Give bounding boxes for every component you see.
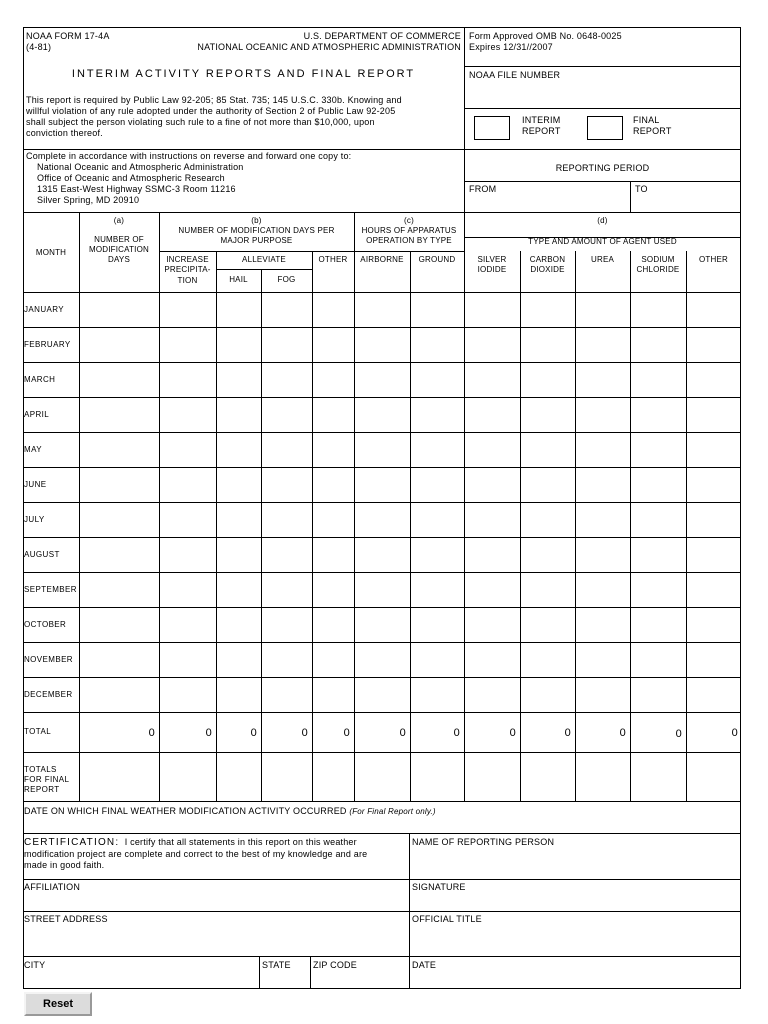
month-label: NOVEMBER [24, 655, 73, 664]
mailing-address-line: 1315 East-West Highway SSMC-3 Room 11216 [37, 184, 236, 194]
page-title: INTERIM ACTIVITY REPORTS AND FINAL REPORT [71, 68, 416, 80]
column-b-header: MAJOR PURPOSE [220, 236, 293, 245]
certification-title: CERTIFICATION: [24, 837, 120, 848]
omb-number: Form Approved OMB No. 0648-0025 [469, 31, 622, 41]
rule [520, 251, 521, 801]
form-number: NOAA FORM 17-4A [26, 31, 110, 41]
law-text-line: This report is required by Public Law 92-205; 85 Stat. 735; 145 U.S.C. 330b. Knowing and [26, 95, 402, 105]
header-divider [464, 27, 465, 212]
total-cell[interactable]: 0 [301, 727, 308, 739]
rule [23, 467, 741, 468]
column-c-header: HOURS OF APPARATUS [361, 226, 457, 235]
total-cell[interactable]: 0 [731, 727, 738, 739]
silver-iodide-header: SILVER [477, 255, 507, 264]
certification-text: I certify that all statements in this report on this weather [124, 837, 357, 847]
rule [464, 108, 741, 109]
fog-header: FOG [277, 275, 296, 284]
interim-label: REPORT [522, 126, 561, 136]
carbon-dioxide-header: DIOXIDE [530, 265, 565, 274]
from-input[interactable] [466, 193, 628, 210]
rule [23, 327, 741, 328]
month-label: OCTOBER [24, 620, 67, 629]
rule [630, 251, 631, 801]
final-report-note: (For Final Report only.) [349, 807, 436, 816]
alleviate-header: ALLEVIATE [242, 255, 286, 264]
totals-final-label: REPORT [24, 785, 60, 794]
other-agent-header: OTHER [699, 255, 728, 264]
final-label: FINAL [633, 115, 660, 125]
increase-precipitation-header: TION [177, 276, 198, 285]
total-cell[interactable]: 0 [250, 727, 257, 739]
rule [410, 251, 411, 801]
rule [23, 752, 741, 753]
month-label: MARCH [24, 375, 56, 384]
rule [23, 642, 741, 643]
rule [23, 712, 741, 713]
final-report-checkbox[interactable] [587, 116, 623, 140]
signature-label: SIGNATURE [412, 882, 466, 892]
total-cell[interactable]: 0 [205, 727, 212, 739]
date-input[interactable] [412, 971, 738, 987]
mailing-instructions: Complete in accordance with instructions on reverse and forward one copy to: [26, 151, 352, 161]
rule [79, 212, 80, 801]
month-label: DECEMBER [24, 690, 73, 699]
file-number-input[interactable] [466, 83, 738, 105]
law-text-line: willful violation of any rule adopted under the authority of Section 2 of Public Law 92-205 [26, 106, 396, 116]
street-address-label: STREET ADDRESS [24, 914, 108, 924]
department: U.S. DEPARTMENT OF COMMERCE [303, 31, 461, 41]
sodium-chloride-header: SODIUM [641, 255, 675, 264]
rule [310, 956, 311, 989]
certification-text: made in good faith. [24, 860, 105, 870]
rule [261, 269, 262, 801]
state-input[interactable] [261, 971, 308, 987]
rule [23, 956, 741, 957]
affiliation-input[interactable] [25, 893, 407, 910]
rule [354, 212, 355, 801]
mailing-address-line: National Oceanic and Atmospheric Administration [37, 162, 244, 172]
rule [23, 911, 741, 912]
rule [23, 537, 741, 538]
total-row-label: TOTAL [24, 727, 52, 736]
increase-precipitation-header: INCREASE [166, 255, 209, 264]
sodium-chloride-header: CHLORIDE [636, 265, 680, 274]
total-cell[interactable]: 0 [148, 727, 155, 739]
noaa-form-17-4a [23, 27, 741, 989]
month-label: APRIL [24, 410, 50, 419]
month-label: FEBRUARY [24, 340, 71, 349]
column-c-header: OPERATION BY TYPE [366, 236, 452, 245]
rule [23, 292, 741, 293]
increase-precipitation-header: PRECIPITA- [164, 265, 211, 274]
reporting-period-label: REPORTING PERIOD [555, 163, 650, 173]
column-b-header: NUMBER OF MODIFICATION DAYS PER [178, 226, 335, 235]
date-label: DATE [412, 960, 437, 970]
rule [23, 362, 741, 363]
city-input[interactable] [25, 971, 257, 987]
interim-report-checkbox[interactable] [474, 116, 510, 140]
rule [464, 66, 741, 67]
month-label: JANUARY [24, 305, 64, 314]
rule [575, 251, 576, 801]
rule [23, 879, 741, 880]
rule [216, 251, 217, 801]
final-activity-date-label [24, 806, 436, 816]
rule [216, 269, 312, 270]
certification-line [24, 837, 357, 848]
rule [23, 502, 741, 503]
official-title-input[interactable] [412, 925, 738, 953]
state-label: STATE [262, 960, 291, 970]
final-activity-date-text: DATE ON WHICH FINAL WEATHER MODIFICATION ACTIVITY OCCURRED [24, 806, 347, 816]
totals-final-label: FOR FINAL [24, 775, 70, 784]
total-cell[interactable]: 0 [343, 727, 350, 739]
rule [23, 607, 741, 608]
rule [464, 212, 465, 801]
total-cell[interactable]: 0 [675, 728, 682, 740]
other-purpose-header: OTHER [318, 255, 348, 264]
rule [23, 572, 741, 573]
mailing-address-line: Silver Spring, MD 20910 [37, 195, 140, 205]
rule [23, 801, 741, 802]
rule [23, 149, 741, 150]
total-cell[interactable]: 0 [619, 727, 626, 739]
rule [23, 432, 741, 433]
from-label: FROM [469, 184, 497, 194]
total-cell[interactable]: 0 [564, 727, 571, 739]
final-label: REPORT [633, 126, 672, 136]
totals-final-label: TOTALS [24, 765, 57, 774]
expiration: Expires 12/31//2007 [469, 42, 553, 52]
rule [686, 251, 687, 801]
interim-label: INTERIM [522, 115, 561, 125]
rule [630, 181, 631, 212]
zip-code-label: ZIP CODE [313, 960, 357, 970]
month-label: SEPTEMBER [24, 585, 77, 594]
reset-button[interactable]: Reset [24, 992, 92, 1016]
law-text-line: conviction thereof. [26, 128, 103, 138]
total-cell[interactable]: 0 [453, 727, 460, 739]
carbon-dioxide-header: CARBON [529, 255, 566, 264]
reporting-person-input[interactable] [412, 849, 738, 871]
column-d-header: TYPE AND AMOUNT OF AGENT USED [528, 237, 677, 246]
month-label: JULY [24, 515, 45, 524]
total-cell[interactable]: 0 [509, 727, 516, 739]
affiliation-label: AFFILIATION [24, 882, 81, 892]
official-title-label: OFFICIAL TITLE [412, 914, 482, 924]
column-d-letter: (d) [597, 216, 608, 225]
mailing-address-line: Office of Oceanic and Atmospheric Research [37, 173, 225, 183]
city-label: CITY [24, 960, 46, 970]
column-b-letter: (b) [251, 216, 262, 225]
month-label: MAY [24, 445, 42, 454]
street-address-input[interactable] [25, 925, 407, 953]
rule [23, 397, 741, 398]
rule [23, 833, 741, 834]
month-label: AUGUST [24, 550, 60, 559]
column-a-header: NUMBER OF [94, 235, 144, 244]
urea-header: UREA [590, 255, 615, 264]
month-column-header: MONTH [35, 248, 67, 257]
rule [23, 212, 741, 213]
form-revision: (4-81) [26, 42, 52, 52]
to-label: TO [635, 184, 648, 194]
rule [464, 181, 741, 182]
rule [259, 956, 260, 989]
rule [159, 212, 160, 801]
to-input[interactable] [632, 193, 739, 210]
law-text-line: shall subject the person violating such rule to a fine of not more than $10,000, upon [26, 117, 375, 127]
file-number-label: NOAA FILE NUMBER [469, 70, 561, 80]
rule [23, 677, 741, 678]
certification-text: modification project are complete and correct to the best of my knowledge and are [24, 849, 368, 859]
silver-iodide-header: IODIDE [477, 265, 507, 274]
rule [312, 251, 313, 801]
column-a-letter: (a) [113, 216, 125, 225]
hail-header: HAIL [229, 275, 248, 284]
reporting-person-label: NAME OF REPORTING PERSON [412, 837, 555, 847]
month-label: JUNE [24, 480, 47, 489]
column-a-header: MODIFICATION [88, 245, 150, 254]
airborne-header: AIRBORNE [360, 255, 404, 264]
zip-code-input[interactable] [312, 971, 407, 987]
ground-header: GROUND [418, 255, 456, 264]
total-cell[interactable]: 0 [399, 727, 406, 739]
agency: NATIONAL OCEANIC AND ATMOSPHERIC ADMINISTRATION [197, 42, 461, 52]
column-a-header: DAYS [108, 255, 130, 264]
column-c-letter: (c) [404, 216, 414, 225]
